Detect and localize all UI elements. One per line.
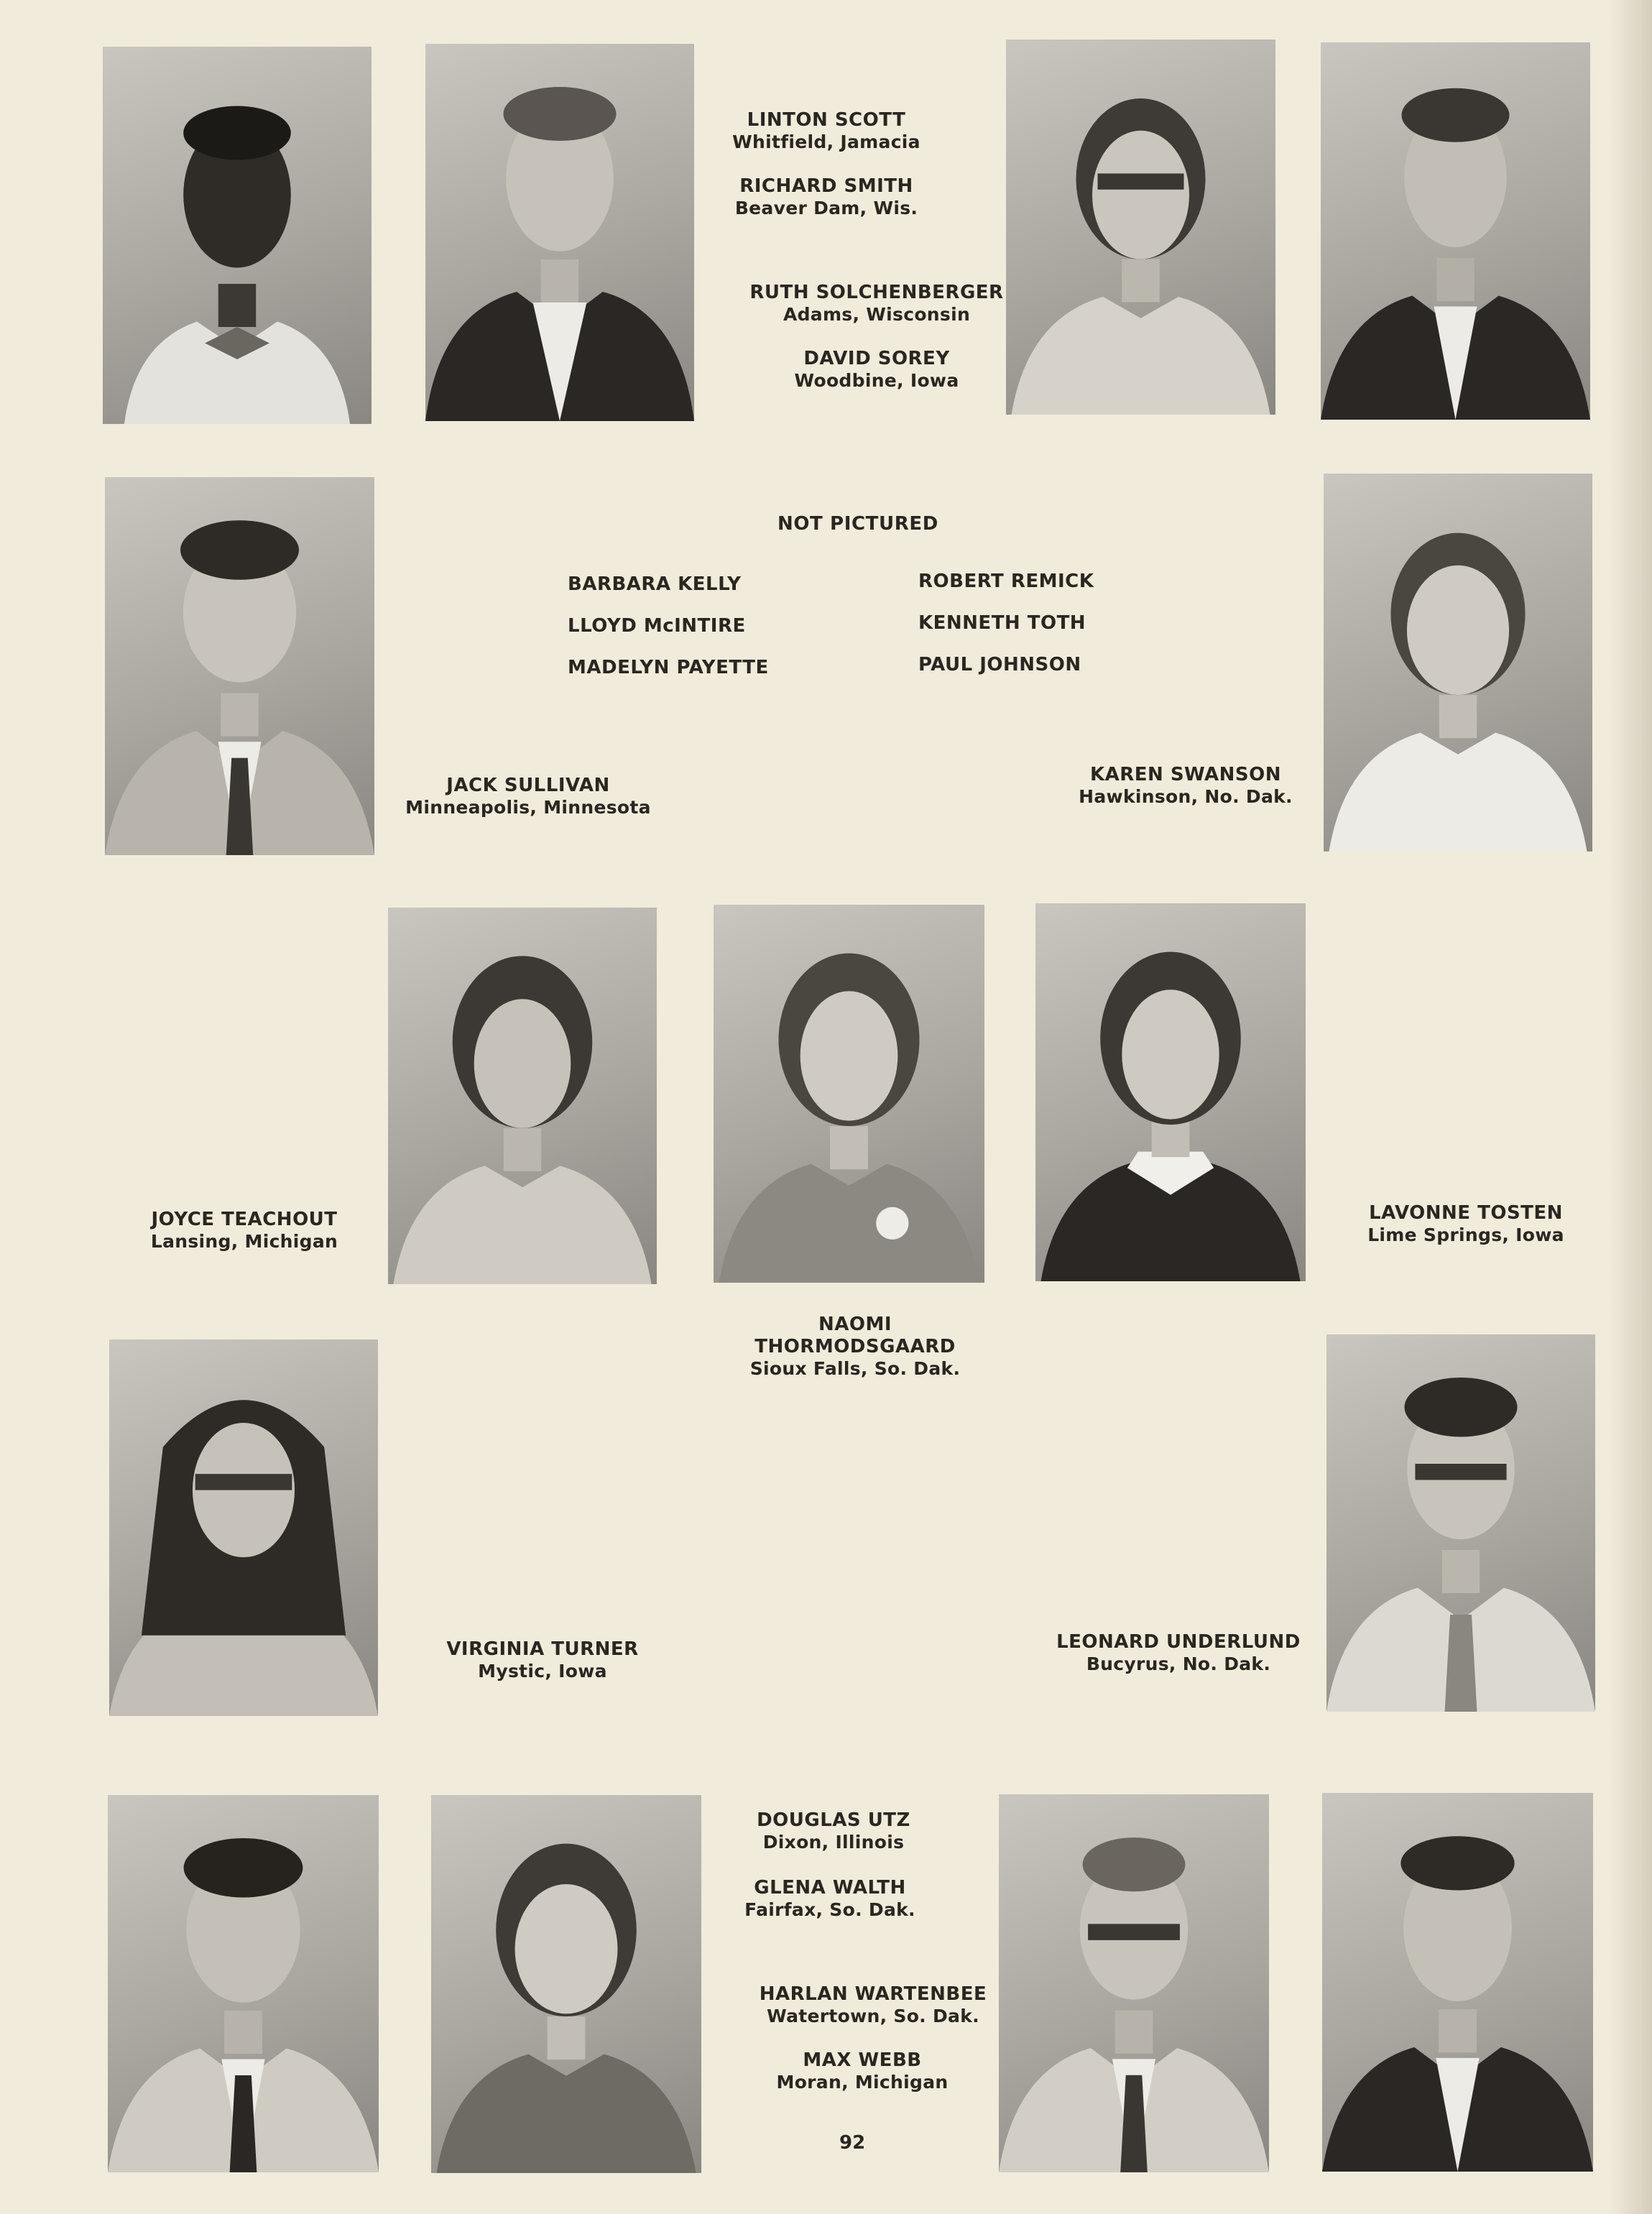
portrait-leonard-underlund [1326, 1334, 1595, 1712]
student-name: LAVONNE TOSTEN [1369, 1202, 1563, 1224]
portrait-harlan-wartenbee [999, 1794, 1269, 2172]
student-name: JACK SULLIVAN [446, 775, 610, 796]
not-pictured-name: LLOYD McINTIRE [568, 615, 746, 637]
student-hometown: Lansing, Michigan [150, 1231, 338, 1253]
caption-lavonne-tosten [1337, 1202, 1595, 1246]
student-hometown: Beaver Dam, Wis. [734, 198, 918, 219]
not-pictured-name: BARBARA KELLY [568, 573, 742, 595]
portrait-richard-smith [425, 44, 694, 421]
caption-glena-walth [711, 1877, 949, 1921]
not-pictured-name: KENNETH TOTH [918, 612, 1086, 634]
student-name: NAOMI [818, 1314, 892, 1335]
page-number: 92 [839, 2132, 866, 2154]
caption-leonard-underlund [1035, 1631, 1322, 1675]
caption-ruth-solchenberger [733, 282, 1020, 326]
student-name: HARLAN WARTENBEE [759, 1983, 987, 2005]
portrait-joyce-teachout [388, 908, 657, 1284]
not-pictured-name: PAUL JOHNSON [918, 654, 1081, 675]
page-edge-shadow [1609, 0, 1652, 2214]
portrait-glena-walth [431, 1795, 701, 2173]
student-name: JOYCE TEACHOUT [151, 1209, 338, 1230]
student-hometown: Lime Springs, Iowa [1367, 1224, 1564, 1246]
caption-virginia-turner [406, 1638, 679, 1682]
student-hometown: Moran, Michigan [776, 2072, 949, 2093]
student-hometown: Minneapolis, Minnesota [405, 797, 651, 818]
student-name-line2: THORMODSGAARD [755, 1336, 956, 1358]
caption-joyce-teachout [122, 1209, 366, 1253]
portrait-david-sorey [1321, 42, 1590, 420]
not-pictured-name: ROBERT REMICK [918, 571, 1094, 592]
caption-douglas-utz [719, 1809, 949, 1853]
not-pictured-heading: NOT PICTURED [777, 513, 938, 535]
student-hometown: Whitfield, Jamacia [732, 132, 920, 153]
caption-naomi-thormodsgaard [719, 1314, 992, 1380]
student-name: KAREN SWANSON [1089, 764, 1282, 785]
student-name: RICHARD SMITH [739, 175, 913, 197]
portrait-karen-swanson [1324, 474, 1592, 852]
portrait-lavonne-tosten [1035, 903, 1306, 1281]
caption-jack-sullivan [399, 775, 657, 818]
student-name: LEONARD UNDERLUND [1056, 1631, 1301, 1653]
student-hometown: Hawkinson, No. Dak. [1079, 786, 1293, 808]
student-name: MAX WEBB [803, 2049, 922, 2071]
caption-linton-scott [690, 109, 963, 153]
caption-harlan-wartenbee [740, 1983, 1006, 2027]
portrait-ruth-solchenberger [1006, 40, 1275, 415]
portrait-douglas-utz [108, 1795, 379, 2172]
student-hometown: Bucyrus, No. Dak. [1086, 1653, 1271, 1675]
student-name: DAVID SOREY [803, 348, 950, 369]
not-pictured-name: MADELYN PAYETTE [568, 657, 769, 678]
student-name: LINTON SCOTT [747, 109, 906, 131]
student-name: GLENA WALTH [754, 1877, 906, 1899]
portrait-linton-scott [103, 47, 372, 424]
caption-richard-smith [690, 175, 963, 219]
student-name: VIRGINIA TURNER [446, 1638, 639, 1660]
student-hometown: Mystic, Iowa [478, 1661, 607, 1682]
student-hometown: Watertown, So. Dak. [767, 2006, 979, 2027]
student-name: RUTH SOLCHENBERGER [749, 282, 1004, 303]
caption-david-sorey [747, 348, 1006, 392]
caption-max-webb [747, 2049, 977, 2093]
portrait-naomi-thormodsgaard [714, 905, 984, 1283]
student-name: DOUGLAS UTZ [757, 1809, 910, 1831]
portrait-jack-sullivan [105, 477, 374, 855]
student-hometown: Dixon, Illinois [762, 1832, 905, 1853]
portrait-max-webb [1322, 1793, 1593, 2172]
caption-karen-swanson [1056, 764, 1315, 808]
student-hometown: Woodbine, Iowa [794, 370, 959, 392]
student-hometown: Sioux Falls, So. Dak. [749, 1358, 961, 1380]
portrait-virginia-turner [109, 1339, 378, 1716]
student-hometown: Fairfax, So. Dak. [744, 1899, 915, 1921]
student-hometown: Adams, Wisconsin [783, 304, 971, 326]
